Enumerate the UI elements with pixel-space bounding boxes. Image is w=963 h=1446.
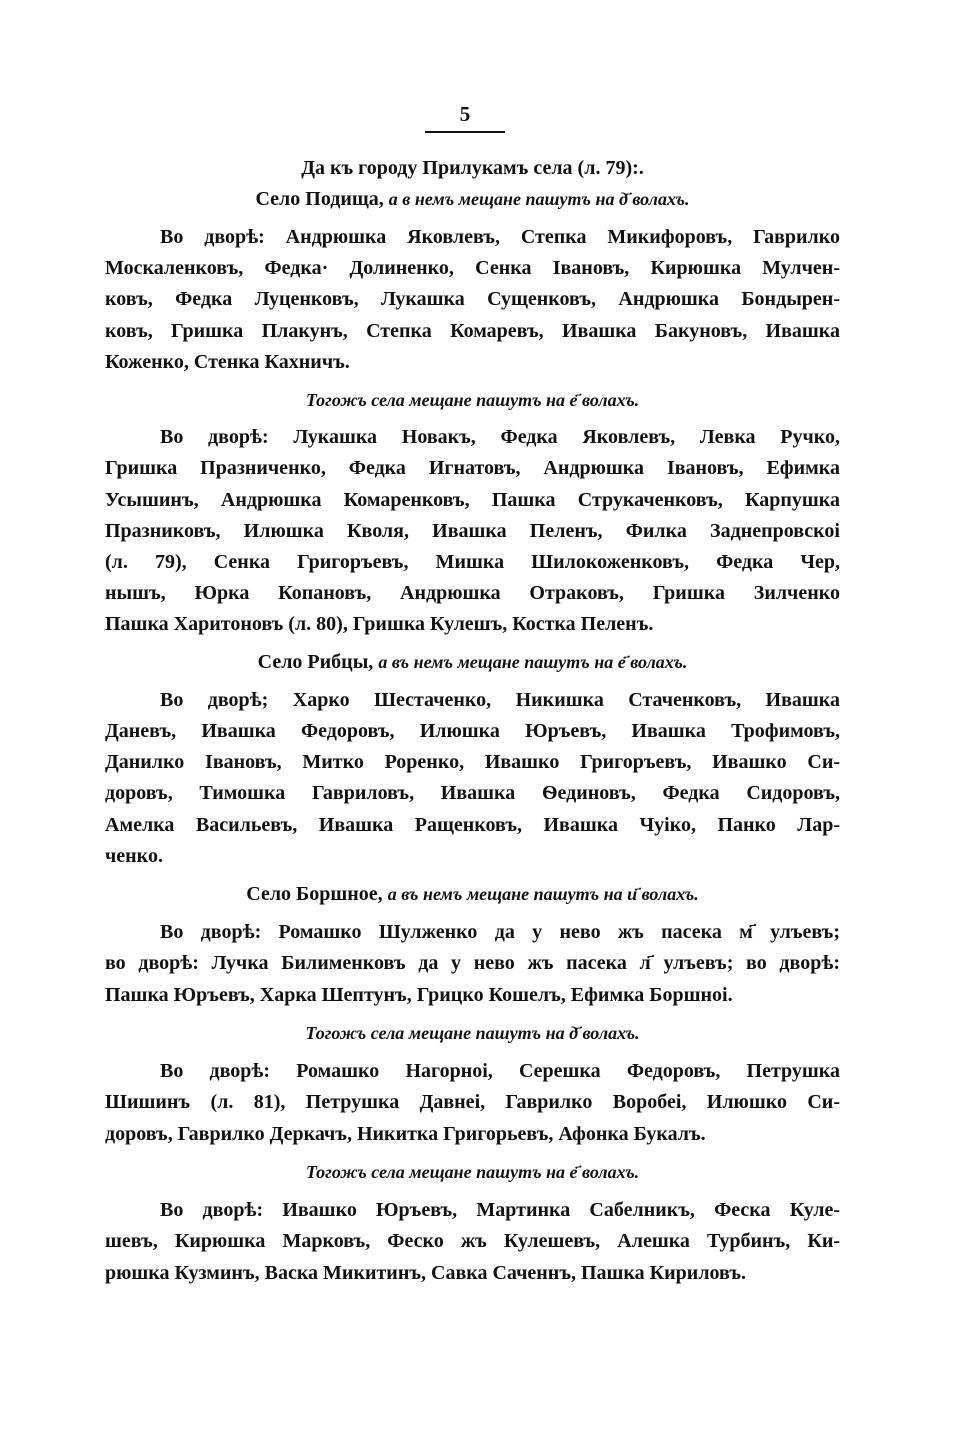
paragraph-line: во дворѣ: Лучка Билименковъ да у нево жъ пасека л҃ улъевъ; во дворѣ: <box>105 952 840 974</box>
section-subheading: Тогожъ села мещане пашутъ на е҃ волахъ. <box>305 1162 640 1182</box>
paragraph-line: Во дворѣ; Харко Шестаченко, Никишка Стаченковъ, Ивашка <box>160 689 840 711</box>
paragraph-line: ченко. <box>105 845 163 867</box>
paragraph-line: Москаленковъ, Федка· Долиненко, Сенка Івановъ, Кирюшка Мулчен- <box>105 257 840 279</box>
paragraph-line: Во дворѣ: Лукашка Новакъ, Федка Яковлевъ, Левка Ручко, <box>160 426 840 448</box>
page-number-rule <box>425 131 505 133</box>
paragraph-line: Коженко, Стенка Кахничъ. <box>105 351 350 373</box>
village-note: а въ немъ мещане пашутъ на и҃ волахъ. <box>387 884 699 904</box>
paragraph-line: доровъ, Тимошка Гавриловъ, Ивашка Ѳединовъ, Федка Сидоровъ, <box>105 782 840 804</box>
paragraph-line: Во дворѣ: Ивашко Юръевъ, Мартинка Сабелникъ, Феска Куле- <box>160 1199 840 1221</box>
paragraph-line: нышъ, Юрка Копановъ, Андрюшка Отраковъ, Гришка Зилченко <box>105 582 840 604</box>
paragraph-line: рюшка Кузминъ, Васка Микитинъ, Савка Саченнъ, Пашка Кириловъ. <box>105 1262 747 1284</box>
paragraph-line: Пашка Харитоновъ (л. 80), Гришка Кулешъ, Костка Пеленъ. <box>105 613 654 635</box>
section-subheading: Тогожъ села мещане пашутъ на е҃ волахъ. <box>305 390 640 410</box>
village-name: Село Боршное, <box>246 883 383 905</box>
document-title: Да къ городу Прилукамъ села (л. 79):. <box>301 157 644 179</box>
village-heading <box>105 186 840 212</box>
village-name: Село Подища, <box>255 188 384 210</box>
paragraph-line: Шишинъ (л. 81), Петрушка Давнеі, Гаврилко Воробеі, Илюшко Си- <box>105 1091 840 1113</box>
paragraph-line: Празниковъ, Илюшка Кволя, Ивашка Пеленъ, Филка Заднепровскоі <box>105 520 840 542</box>
paragraph-line: Гришка Празниченко, Федка Игнатовъ, Андрюшка Івановъ, Ефимка <box>105 457 840 479</box>
paragraph-line: доровъ, Гаврилко Деркачъ, Никитка Григорьевъ, Афонка Букалъ. <box>105 1123 706 1145</box>
village-heading <box>105 881 840 907</box>
paragraph-line: Пашка Юръевъ, Харка Шептунъ, Грицко Кошелъ, Ефимка Боршноі. <box>105 984 733 1006</box>
paragraph-line: Во дворѣ: Ромашко Нагорноі, Серешка Федоровъ, Петрушка <box>160 1060 840 1082</box>
paragraph-line: Усышинъ, Андрюшка Комаренковъ, Пашка Струкаченковъ, Карпушка <box>105 489 840 511</box>
village-name: Село Рибцы, <box>257 651 374 673</box>
section-subheading: Тогожъ села мещане пашутъ на д҃ волахъ. <box>305 1023 640 1043</box>
paragraph-line: ковъ, Гришка Плакунъ, Степка Комаревъ, Ивашка Бакуновъ, Ивашка <box>105 320 840 342</box>
paragraph-line: (л. 79), Сенка Григоръевъ, Мишка Шилокоженковъ, Федка Чер, <box>105 551 840 573</box>
paragraph-line: Во дворѣ: Андрюшка Яковлевъ, Степка Микифоровъ, Гаврилко <box>160 226 840 248</box>
paragraph-line: Даневъ, Ивашка Федоровъ, Илюшка Юръевъ, Ивашка Трофимовъ, <box>105 720 840 742</box>
page-number: 5 <box>459 102 471 126</box>
paragraph-line: ковъ, Федка Луценковъ, Лукашка Сущенковъ, Андрюшка Бондырен- <box>105 288 840 310</box>
village-heading <box>105 649 840 675</box>
village-note: а в немъ мещане пашутъ на д҃ волахъ. <box>388 189 690 209</box>
paragraph-line: Данилко Івановъ, Митко Роренко, Ивашко Григоръевъ, Ивашко Си- <box>105 751 840 773</box>
paragraph-line: шевъ, Кирюшка Марковъ, Феско жъ Кулешевъ, Алешка Турбинъ, Ки- <box>105 1230 840 1252</box>
paragraph-line: Амелка Васильевъ, Ивашка Ращенковъ, Ивашка Чуіко, Панко Лар- <box>105 814 840 836</box>
paragraph-line: Во дворѣ: Ромашко Шулженко да у нево жъ пасека м҃ улъевъ; <box>160 921 840 943</box>
village-note: а въ немъ мещане пашутъ на е҃ волахъ. <box>378 652 688 672</box>
